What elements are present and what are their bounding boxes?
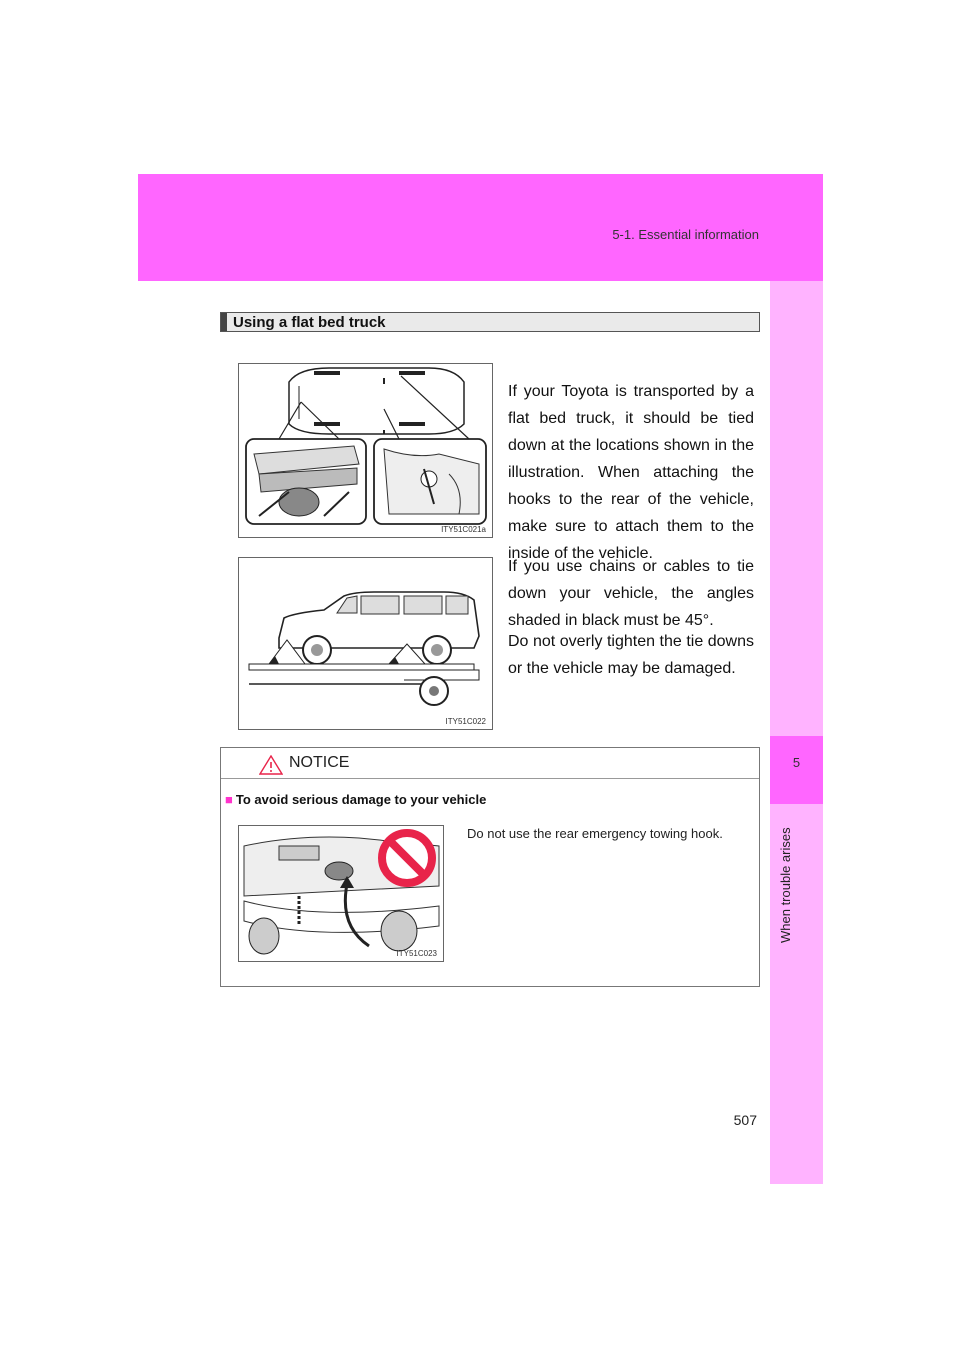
figure-tie-down-locations <box>238 363 493 538</box>
warning-triangle-icon <box>259 755 283 775</box>
towing-hook-illustration <box>239 826 444 962</box>
section-heading <box>220 312 760 332</box>
chapter-title: When trouble arises <box>778 827 793 943</box>
figure-code: ITY51C022 <box>445 717 486 726</box>
figure-code: ITY51C021a <box>441 525 486 534</box>
bullet-icon: ■ <box>225 792 233 807</box>
tie-down-illustration <box>239 364 493 538</box>
notice-label: NOTICE <box>289 754 350 771</box>
notice-box <box>220 747 760 987</box>
figure-towing-hook <box>238 825 444 962</box>
paragraph-tighten: Do not overly tighten the tie downs or the vehicle may be damaged. <box>508 633 754 677</box>
notice-text: Do not use the rear emergency towing hook. <box>467 826 723 841</box>
chapter-box <box>770 736 823 804</box>
figure-flat-bed-vehicle <box>238 557 493 730</box>
paragraph-angles: If you use chains or cables to tie down your vehicle, the angles shaded in black must be 45°. <box>508 558 754 629</box>
header-band <box>138 174 823 281</box>
section-path: 5-1. Essential information <box>612 227 759 242</box>
notice-subheading-text: To avoid serious damage to your vehicle <box>235 792 487 807</box>
notice-subheading <box>225 792 486 807</box>
side-tab <box>770 281 823 1184</box>
page-number: 507 <box>733 1112 757 1128</box>
flat-bed-illustration <box>239 558 493 730</box>
paragraph-tie-down: If your Toyota is transported by a flat bed truck, it should be tied down at the locations shown in the illustration. When attaching the hooks to the rear of the vehicle, make sure to attach them to the inside of the vehicle. <box>508 383 754 562</box>
section-heading-text: Using a flat bed truck <box>233 314 386 331</box>
notice-header <box>221 748 759 779</box>
chapter-number: 5 <box>792 755 801 770</box>
figure-code: ITY51C023 <box>396 949 437 958</box>
